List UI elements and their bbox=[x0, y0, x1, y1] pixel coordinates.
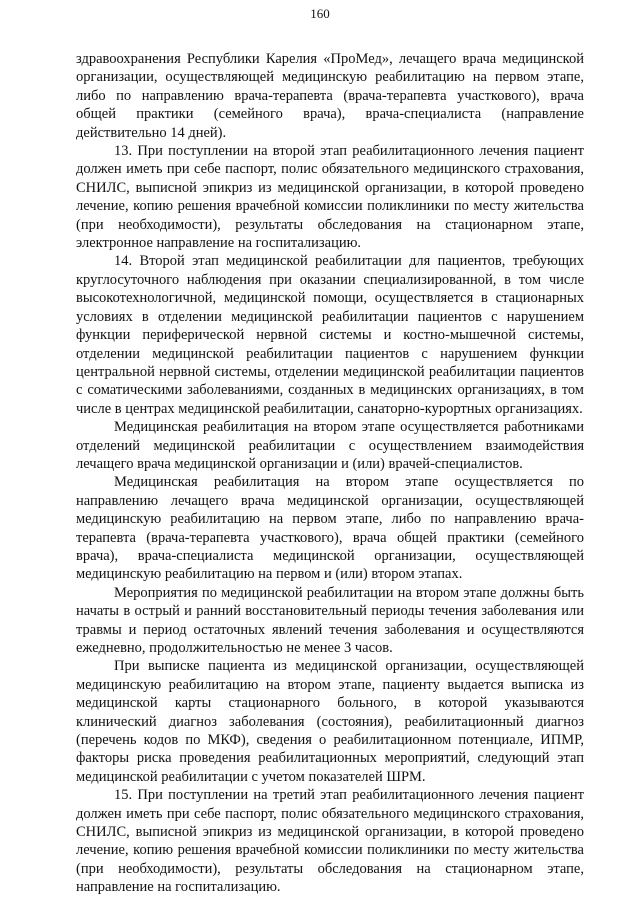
paragraph-item-15: 15. При поступлении на третий этап реабилитационного лечения пациент должен иметь при себе паспорт, полис обязательного медицинского страхования, СНИЛС, выписной эпикриз из медицинской организации, в которой проведено лечение, копию решения врачебной комиссии поликлиники по месту жительства (при необходимости), результаты обследования на стационарном этапе, направление на госпитализацию. bbox=[76, 787, 584, 896]
page-number: 160 bbox=[310, 6, 330, 21]
paragraph-rehab-activities: Мероприятия по медицинской реабилитации на втором этапе должны быть начаты в острый и ранний восстановительный периоды течения заболевания или травмы и период остаточных явлений течения заболевания и осуществляются ежедневно, продолжительностью не менее 3 часов. bbox=[76, 584, 584, 656]
paragraph-rehab-referral: Медицинская реабилитация на втором этапе осуществляется по направлению лечащего врача медицинской организации, осуществляющей медицинскую реабилитацию на первом этапе, либо по направлению врача-терапевта (врача-терапевта участкового), врача общей практики (семейного врача), врача-специалиста медицинской организации, осуществляющей медицинскую реабилитацию на первом и (или) втором этапах. bbox=[76, 474, 584, 583]
document-body bbox=[76, 50, 584, 897]
paragraph-discharge: При выписке пациента из медицинской организации, осуществляющей медицинскую реабилитацию на втором этапе, пациенту выдается выписка из медицинской карты стационарного больного, в которой указываются клинический диагноз заболевания (состояния), реабилитационный диагноз (перечень кодов по МКФ), сведения о реабилитационном потенциале, ИПМР, факторы риска проведения реабилитационных мероприятий, следующий этап медицинской реабилитации с учетом показателей ШРМ. bbox=[76, 658, 584, 785]
paragraph-rehab-staff: Медицинская реабилитация на втором этапе осуществляется работниками отделений медицинской реабилитации с осуществлением взаимодействия лечащего врача медицинской организации и (или) врачей-специалистов. bbox=[76, 419, 584, 472]
paragraph-item-14: 14. Второй этап медицинской реабилитации для пациентов, требующих круглосуточного наблюдения при оказании специализированной, в том числе высокотехнологичной, медицинской помощи, осуществляется в стационарных условиях в отделении медицинской реабилитации пациентов с нарушением функции периферической нервной системы и костно-мышечной системы, отделении медицинской реабилитации пациентов с нарушением функции центральной нервной системы, отделении медицинской реабилитации пациентов с соматическими заболеваниями, созданных в медицинских организациях, в том числе в центрах медицинской реабилитации, санаторно-курортных организациях. bbox=[76, 253, 584, 417]
paragraph-item-13: 13. При поступлении на второй этап реабилитационного лечения пациент должен иметь при себе паспорт, полис обязательного медицинского страхования, СНИЛС, выписной эпикриз из медицинской организации, в которой проведено лечение, копию решения врачебной комиссии поликлиники по месту жительства (при необходимости), результаты обследования на стационарном этапе, электронное направление на госпитализацию. bbox=[76, 143, 584, 252]
paragraph-continuation: здравоохранения Республики Карелия «ПроМед», лечащего врача медицинской организации, осуществляющей медицинскую реабилитацию на первом этапе, либо по направлению врача-терапевта (врача-терапевта участкового), врача общей практики (семейного врача), врача-специалиста (направление действительно 14 дней). bbox=[76, 51, 584, 141]
